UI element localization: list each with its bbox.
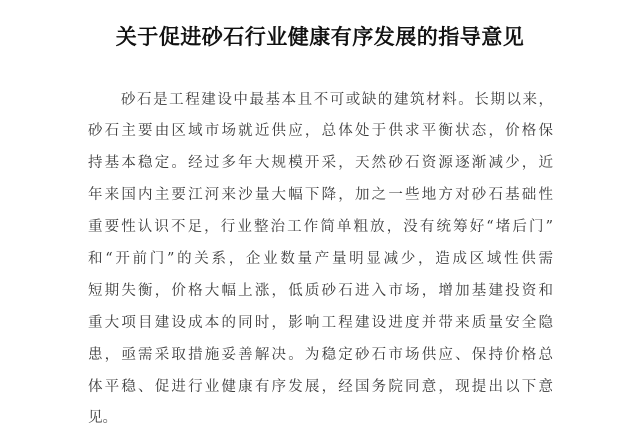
paragraph-line: 砂石是工程建设中最基本且不可或缺的建筑材料。长期以来， (121, 92, 553, 108)
paragraph-line: 重要性认识不足，行业整治工作简单粗放，没有统筹好“堵后门” (88, 219, 553, 235)
paragraph-line: 和“开前门”的关系，企业数量产量明显减少，造成区域性供需 (88, 251, 553, 267)
paragraph-line: 患，亟需采取措施妥善解决。为稳定砂石市场供应、保持价格总 (88, 347, 553, 363)
paragraph-line: 见。 (88, 410, 117, 426)
paragraph-line: 持基本稳定。经过多年大规模开采，天然砂石资源逐渐减少，近 (88, 155, 553, 171)
paragraph-line: 年来国内主要江河来沙量大幅下降，加之一些地方对砂石基础性 (88, 187, 553, 203)
paragraph-line: 砂石主要由区域市场就近供应，总体处于供求平衡状态，价格保 (88, 123, 553, 139)
paragraph-line: 重大项目建设成本的同时，影响工程建设进度并带来质量安全隐 (88, 315, 553, 331)
document-title: 关于促进砂石行业健康有序发展的指导意见 (115, 24, 525, 49)
paragraph-line: 短期失衡，价格大幅上涨，低质砂石进入市场，增加基建投资和 (88, 283, 553, 299)
paragraph-line: 体平稳、促进行业健康有序发展，经国务院同意，现提出以下意 (88, 379, 553, 395)
